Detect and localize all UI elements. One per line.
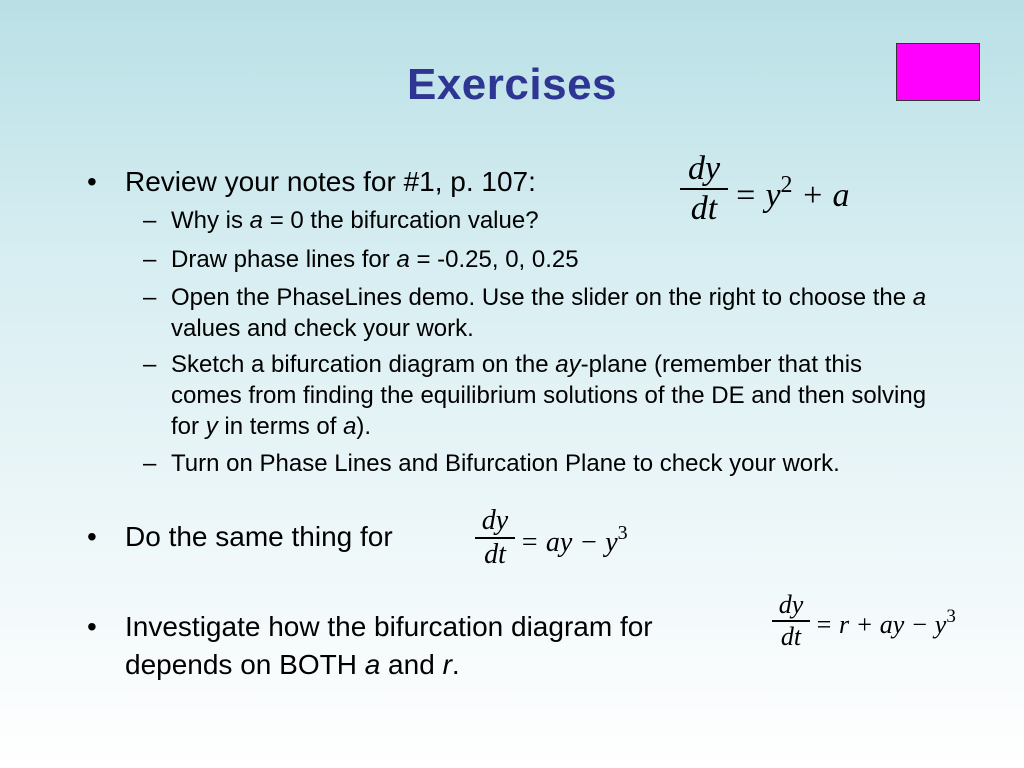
subitem-2-text: Draw phase lines for a = -0.25, 0, 0.25	[171, 246, 579, 273]
fraction-dy-dt	[680, 150, 728, 228]
bullet-1-text: Review your notes for #1, p. 107:	[125, 166, 536, 197]
numerator: dy	[778, 590, 804, 619]
dash-marker: –	[143, 246, 157, 273]
slide-title: Exercises	[406, 60, 618, 109]
fraction-dy-dt	[772, 590, 810, 652]
bullet-marker: •	[87, 611, 97, 642]
equation-1-rhs: = $y^2 + a$	[734, 172, 850, 214]
subitem-4-text: Sketch a bifurcation diagram on the ay-plane (remember that this comes from finding the equilibrium solutions of the DE and then solving for y in terms of a).	[171, 351, 927, 440]
equation-3-rhs: = r + ay − $y^3$	[815, 606, 956, 639]
bullet-marker: •	[87, 166, 97, 197]
bullet-3-line-2: depends on BOTH a and r.	[125, 649, 460, 680]
subitem-3-text: Open the PhaseLines demo. Use the slider on the right to choose the a values and check your work.	[171, 284, 927, 342]
action-button-box[interactable]	[896, 43, 980, 101]
dash-marker: –	[143, 207, 157, 234]
dash-marker: –	[143, 450, 157, 477]
subitem-1-text: Why is a = 0 the bifurcation value?	[171, 207, 539, 234]
numerator: dy	[687, 150, 721, 187]
denominator: dt	[484, 539, 506, 570]
bullet-marker: •	[87, 521, 97, 552]
dash-marker: –	[143, 351, 157, 378]
bullet-3-line-1: Investigate how the bifurcation diagram for	[125, 611, 653, 642]
dash-marker: –	[143, 284, 157, 311]
numerator: dy	[481, 505, 509, 536]
equation-2-rhs: = ay − $y^3$	[520, 522, 628, 558]
fraction-dy-dt	[475, 505, 515, 571]
bullet-2-text: Do the same thing for	[125, 521, 393, 552]
denominator: dt	[780, 622, 802, 651]
subitem-5-text: Turn on Phase Lines and Bifurcation Plane to check your work.	[171, 450, 840, 477]
denominator: dt	[690, 190, 718, 227]
